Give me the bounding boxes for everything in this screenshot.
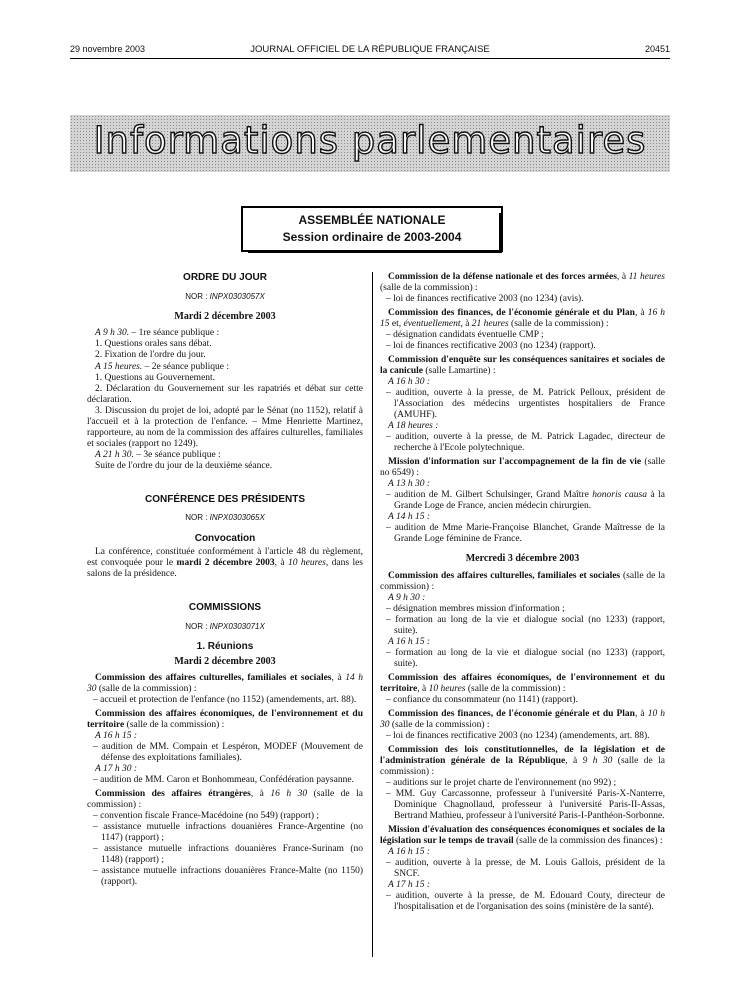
agenda-item: – audition, ouverte à la presse, de M. Louis Gallois, président de la SNCF. [386,858,665,880]
agenda-item: – assistance mutuelle infractions douanières France-Argentine (no 1147) (rapport) ; [93,822,363,844]
text-run: , à [274,558,289,569]
agenda-item: – audition, ouverte à la presse, de M. Patrick Lagadec, directeur de recherche à l'Ecole polytechnique. [386,432,665,454]
commission-entry [380,825,665,847]
text-run: , à [331,673,346,684]
assembly-session: Session ordinaire de 2003-2004 [282,229,462,244]
time-slot: A 13 h 30 : [388,479,431,490]
agenda-item: – assistance mutuelle infractions douanières France-Surinam (no 1148) (rapport) ; [93,844,363,866]
commission-time: 16 h 15 [380,308,666,330]
commission-room: (salle de la commission) : [465,684,566,695]
nor-code: INPX0303057X [209,291,265,301]
assembly-box [241,206,503,252]
commission-name: Commission des affaires économiques, de l'environnement et du territoire [380,673,665,695]
agenda-item: – convention fiscale France-Macédoine (no 549) (rapport) ; [93,811,320,822]
commission-name: Commission des affaires étrangères [95,789,251,800]
agenda-item: – audition de MM. Caron et Bonhommeau, Confédération paysanne. [93,775,354,786]
agenda-item: – auditions sur le projet charte de l'environnement (no 992) ; [386,778,617,789]
commission-name: Commission des affaires culturelles, familiales et sociales [95,673,332,684]
agenda-item: – désignation candidats éventuelle CMP ; [386,330,544,341]
text-run: – audition de M. Gilbert Schulsinger, Grand Maître [386,490,593,501]
text-run: , à [616,272,629,282]
agenda-item: – désignation membres mission d'information ; [386,604,565,615]
seance-2-item: 2. Déclaration du Gouvernement sur les rapatriés et débat sur cette déclaration. [87,383,363,405]
commission-entry [87,673,363,695]
seance-1-item: 2. Fixation de l'ordre du jour. [95,350,206,361]
commission-entry [380,571,665,593]
time-slot: A 18 heures : [388,421,439,432]
nor-code: INPX0303065X [209,513,265,523]
header-rule [70,58,670,59]
agenda-item: – assistance mutuelle infractions douanières France-Malte (no 1150) (rapport). [93,866,363,888]
agenda-item [380,490,665,512]
time-slot: A 9 h 30 : [388,593,426,603]
commission-time: 11 heures [628,272,665,282]
header-journal-title: JOURNAL OFFICIEL DE LA RÉPUBLIQUE FRANÇAISE [250,44,490,55]
commission-room: (salle de la commission) : [508,319,609,330]
ordre-date: Mardi 2 décembre 2003 [174,310,276,322]
text-run: , à [460,319,472,330]
agenda-item: – MM. Guy Carcassonne, professeur à l'université Paris-X-Nanterre, Dominique Chagnollaud, professeur à l'université Paris-II-Assas, Bertrand Mathieu, professeur à l'université Paris-I-Panthéon-Sorbonne. [386,789,665,822]
header-date: 29 novembre 2003 [70,44,146,54]
commission-name: Commission des lois constitutionnelles, de la législation et de l'administration générale de la République [380,745,665,767]
commission-time: 16 h 30 [270,789,308,800]
agenda-item: – audition de Mme Marie-Françoise Blanchet, Grande Maîtresse de la Grande Loge féminine de France. [386,523,665,545]
commission-time: 10 h 30 [380,709,666,731]
agenda-item: – loi de finances rectificative 2003 (no 1234) (avis). [386,294,584,305]
reunions-title: 1. Réunions [196,641,254,653]
commission-room: (salle de la commission des finances) : [513,836,663,847]
text-run: , à [250,789,271,800]
time-slot: A 16 h 15 : [388,637,431,648]
nor-code: INPX0303071X [209,621,265,631]
conference-nor [87,513,363,522]
commission-time: 9 h 30 [582,756,613,767]
commissions-title: COMMISSIONS [188,602,262,614]
seance-time: A 21 h 30. [95,449,134,460]
banner-title: Informations parlementaires [93,119,647,162]
commission-entry [380,673,665,695]
time-slot: A 16 h 15 : [388,847,431,858]
right-column [380,272,665,913]
nor-label: NOR : [185,513,208,523]
agenda-item: – audition, ouverte à la presse, de M. Edouard Couty, directeur de l'hospitalisation et de l'organisation des soins (ministère de la santé). [386,891,665,913]
commission-entry [87,709,363,731]
seance-2-item: 3. Discussion du projet de loi, adopté par le Sénat (no 1152), relatif à l'accueil et à la protection de l'enfance. – Mme Henriette Martinez, rapporteure, au nom de la commission des affaires culturelles, familiales et sociales (rapport no 1249). [87,405,363,449]
commission-name: Mission d'évaluation des conséquences économiques et sociales de la législation sur le temps de travail [380,825,665,847]
commission-time: 21 heures [471,319,509,330]
text-run-italic: éventuellement [403,319,461,330]
seance-1-item: 1. Questions orales sans débat. [95,339,212,350]
time-slot: A 16 h 30 : [388,377,431,388]
commission-room: (salle no 6549) : [380,457,665,479]
section-banner [70,115,670,172]
commission-room: (salle de la commission) : [96,684,197,695]
commission-name: Commission des finances, de l'économie générale et du Plan [388,308,635,319]
commission-room: (salle de la commission) : [380,283,478,294]
agenda-item: – audition de MM. Compain et Lespéron, MODEF (Mouvement de défense des exploitations familiales). [93,742,363,764]
commission-entry [380,355,665,377]
commission-name: Commission des finances, de l'économie générale et du Plan [388,709,635,720]
commission-room: (salle de la commission) : [124,720,225,731]
text-run-italic: honoris causa [592,490,647,501]
commission-room: (salle de la commission) : [380,570,665,592]
time-slot: A 16 h 15 : [95,731,138,742]
commission-room: (salle de la commission) : [380,756,665,778]
seance-time: A 9 h 30. [95,328,130,339]
seance-time: A 15 heures. [95,361,143,372]
seance-label: – 1re séance publique : [129,328,220,339]
commission-time: 14 h 30 [87,673,364,695]
header-page-number: 20451 [644,44,670,54]
box-shadow-right [499,213,502,250]
ordre-nor [87,292,363,301]
time-slot: A 17 h 30 : [95,764,138,775]
commission-name: Commission de la défense nationale et des forces armées [388,272,617,282]
seance-2 [87,362,363,373]
nor-label: NOR : [185,291,208,301]
time-slot: A 14 h 15 : [388,512,431,523]
text-run: , à [634,308,648,319]
commission-room: (salle de la commission) : [87,789,363,811]
page-header [70,44,670,58]
text-run: La conférence, constituée conformément à l'article 48 du règlement, est convoquée pour le [87,547,363,569]
text-run: à la Grande Loge de France, ancien médecin chirurgien. [394,490,665,512]
mercredi-date: Mercredi 3 décembre 2003 [465,553,580,565]
text-run: , à [565,756,583,767]
agenda-item: – formation au long de la vie et dialogue social (no 1233) (rapport, suite). [386,648,665,670]
left-column [87,272,363,889]
ordre-du-jour-title: ORDRE DU JOUR [183,272,267,283]
text-run: , dans les salons de la présidence. [87,558,364,580]
text-run: , à [417,684,429,695]
agenda-item: – loi de finances rectificative 2003 (no 1234) (amendements, art. 88). [386,731,650,742]
commission-time: 10 heures [428,684,466,695]
text-run: , à [634,709,648,720]
seance-3-text: Suite de l'ordre du jour de la deuxième séance. [95,460,273,471]
commission-name: Mission d'information sur l'accompagnement de la fin de vie [388,457,642,468]
seance-3 [87,450,363,461]
text-run-italic: 10 heures [288,558,326,569]
commission-entry [87,789,363,811]
commission-entry [380,272,665,294]
nor-label: NOR : [185,621,208,631]
seance-2-item: 1. Questions au Gouvernement. [95,372,216,383]
assembly-name: ASSEMBLÉE NATIONALE [298,213,446,227]
commission-name: Commission des affaires culturelles, familiales et sociales [388,570,621,581]
commission-entry [380,709,665,731]
column-divider [372,272,373,957]
convocation-text [87,547,363,580]
convocation-title: Convocation [194,532,256,544]
agenda-item: – confiance du consommateur (no 1141) (rapport). [386,695,578,706]
commission-room: (salle de la commission) : [389,720,490,731]
time-slot: A 17 h 15 : [388,880,431,891]
commissions-nor [87,622,363,631]
commission-entry [380,308,665,330]
agenda-item: – audition, ouverte à la presse, de M. Patrick Pelloux, président de l'Association des médecins urgentistes hospitaliers de France (AMUHF). [386,388,665,421]
reunions-date: Mardi 2 décembre 2003 [174,655,276,667]
agenda-item: – formation au long de la vie et dialogue social (no 1233) (rapport, suite). [386,615,665,637]
commission-name: Commission d'enquête sur les conséquences sanitaires et sociales de la canicule [380,355,665,377]
text-run-bold: mardi 2 décembre 2003 [176,558,275,569]
commission-entry [380,745,665,778]
agenda-item: – accueil et protection de l'enfance (no 1152) (amendements, art. 88). [93,695,357,706]
text-run: et, [389,319,404,330]
commission-name: Commission des affaires économiques, de l'environnement et du territoire [87,709,363,731]
box-shadow-bottom [248,250,502,253]
seance-label: – 2e séance publique : [142,361,230,372]
commission-entry [380,457,665,479]
commission-room: (salle Lamartine) : [423,366,496,377]
agenda-item: – loi de finances rectificative 2003 (no 1234) (rapport). [386,341,596,352]
seance-1 [87,328,363,339]
seance-label: – 3e séance publique : [133,449,221,460]
conference-title: CONFÉRENCE DES PRÉSIDENTS [144,493,306,505]
